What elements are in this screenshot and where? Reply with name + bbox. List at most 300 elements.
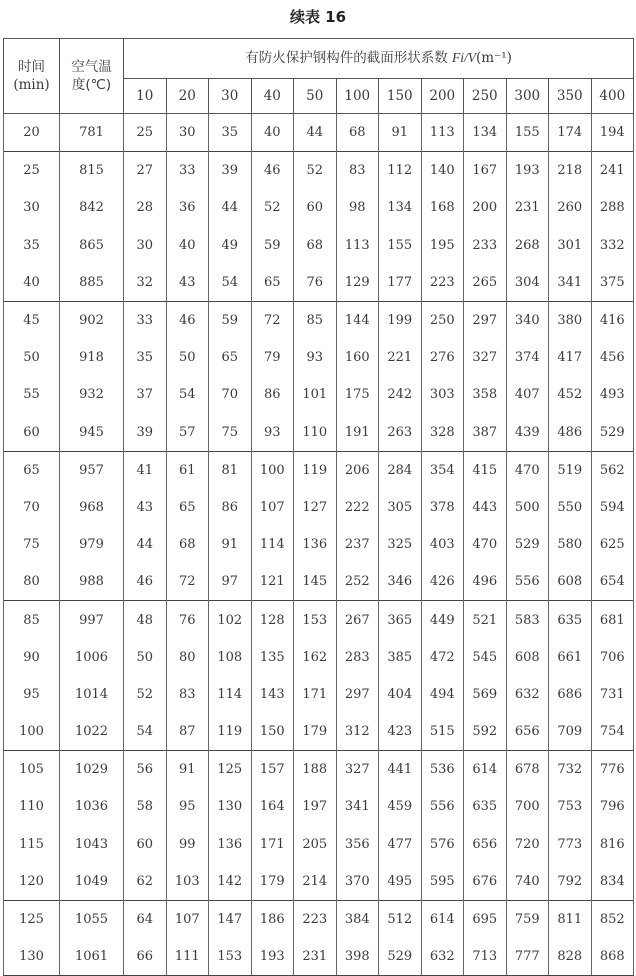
value-cell: 260: [549, 189, 592, 226]
value-cell: 223: [294, 900, 337, 938]
value-cell: 341: [549, 264, 592, 302]
table-row: [4, 751, 634, 789]
table-row: [4, 376, 634, 413]
value-cell: 569: [464, 676, 507, 713]
value-cell: 76: [166, 601, 209, 639]
value-cell: 242: [379, 376, 422, 413]
value-cell: 97: [209, 563, 252, 601]
value-cell: 167: [464, 152, 507, 190]
value-cell: 608: [549, 563, 592, 601]
time-cell: 115: [4, 826, 60, 863]
value-cell: 58: [124, 788, 167, 825]
value-cell: 59: [209, 301, 252, 339]
value-cell: 341: [336, 788, 379, 825]
value-cell: 130: [209, 788, 252, 825]
value-cell: 81: [209, 451, 252, 489]
value-cell: 33: [166, 152, 209, 190]
time-cell: 20: [4, 114, 60, 152]
header-temperature: [60, 39, 124, 114]
table-row: [4, 114, 634, 152]
value-cell: 576: [421, 826, 464, 863]
value-cell: 179: [294, 713, 337, 751]
value-cell: 387: [464, 414, 507, 452]
value-cell: 108: [209, 639, 252, 676]
table-row: [4, 601, 634, 639]
header-time-unit: (min): [13, 77, 50, 93]
value-cell: 44: [294, 114, 337, 152]
value-cell: 93: [251, 414, 294, 452]
value-cell: 214: [294, 863, 337, 901]
time-cell: 120: [4, 863, 60, 901]
temperature-cell: 957: [60, 451, 124, 489]
table-row: [4, 339, 634, 376]
table-row: [4, 938, 634, 976]
value-cell: 519: [549, 451, 592, 489]
value-cell: 57: [166, 414, 209, 452]
value-cell: 143: [251, 676, 294, 713]
table-row: [4, 414, 634, 452]
header-factor-cell: 300: [506, 78, 549, 113]
value-cell: 426: [421, 563, 464, 601]
value-cell: 661: [549, 639, 592, 676]
value-cell: 452: [549, 376, 592, 413]
value-cell: 265: [464, 264, 507, 302]
value-cell: 68: [166, 526, 209, 563]
header-factor-cell: 400: [591, 78, 634, 113]
value-cell: 595: [421, 863, 464, 901]
value-cell: 30: [124, 227, 167, 264]
table-row: [4, 227, 634, 264]
time-cell: 80: [4, 563, 60, 601]
value-cell: 304: [506, 264, 549, 302]
temperature-cell: 1029: [60, 751, 124, 789]
value-cell: 206: [336, 451, 379, 489]
value-cell: 91: [209, 526, 252, 563]
value-cell: 44: [209, 189, 252, 226]
value-cell: 191: [336, 414, 379, 452]
value-cell: 64: [124, 900, 167, 938]
value-cell: 72: [166, 563, 209, 601]
value-cell: 68: [336, 114, 379, 152]
value-cell: 113: [336, 227, 379, 264]
value-cell: 193: [251, 938, 294, 976]
value-cell: 121: [251, 563, 294, 601]
value-cell: 268: [506, 227, 549, 264]
table-row: [4, 639, 634, 676]
value-cell: 54: [124, 713, 167, 751]
value-cell: 614: [421, 900, 464, 938]
value-cell: 686: [549, 676, 592, 713]
value-cell: 459: [379, 788, 422, 825]
value-cell: 186: [251, 900, 294, 938]
value-cell: 153: [209, 938, 252, 976]
value-cell: 456: [591, 339, 634, 376]
value-cell: 706: [591, 639, 634, 676]
temperature-cell: 781: [60, 114, 124, 152]
temperature-cell: 988: [60, 563, 124, 601]
value-cell: 135: [251, 639, 294, 676]
value-cell: 477: [379, 826, 422, 863]
table-row: [4, 788, 634, 825]
value-cell: 828: [549, 938, 592, 976]
value-cell: 54: [209, 264, 252, 302]
value-cell: 72: [251, 301, 294, 339]
value-cell: 50: [166, 339, 209, 376]
value-cell: 312: [336, 713, 379, 751]
value-cell: 834: [591, 863, 634, 901]
value-cell: 676: [464, 863, 507, 901]
value-cell: 681: [591, 601, 634, 639]
table-row: [4, 863, 634, 901]
value-cell: 25: [124, 114, 167, 152]
time-cell: 100: [4, 713, 60, 751]
value-cell: 142: [209, 863, 252, 901]
value-cell: 325: [379, 526, 422, 563]
temperature-cell: 842: [60, 189, 124, 226]
value-cell: 635: [464, 788, 507, 825]
value-cell: 241: [591, 152, 634, 190]
time-cell: 40: [4, 264, 60, 302]
value-cell: 46: [124, 563, 167, 601]
table-row: [4, 676, 634, 713]
value-cell: 267: [336, 601, 379, 639]
value-cell: 93: [294, 339, 337, 376]
value-cell: 40: [251, 114, 294, 152]
table-row: [4, 264, 634, 302]
value-cell: 107: [166, 900, 209, 938]
value-cell: 678: [506, 751, 549, 789]
value-cell: 168: [421, 189, 464, 226]
header-factor-cell: 350: [549, 78, 592, 113]
value-cell: 472: [421, 639, 464, 676]
value-cell: 157: [251, 751, 294, 789]
value-cell: 150: [251, 713, 294, 751]
value-cell: 529: [591, 414, 634, 452]
value-cell: 237: [336, 526, 379, 563]
value-cell: 52: [124, 676, 167, 713]
temperature-cell: 1006: [60, 639, 124, 676]
value-cell: 515: [421, 713, 464, 751]
temperature-cell: 1014: [60, 676, 124, 713]
time-cell: 75: [4, 526, 60, 563]
value-cell: 416: [591, 301, 634, 339]
value-cell: 87: [166, 713, 209, 751]
value-cell: 199: [379, 301, 422, 339]
value-cell: 545: [464, 639, 507, 676]
time-cell: 55: [4, 376, 60, 413]
value-cell: 129: [336, 264, 379, 302]
value-cell: 222: [336, 489, 379, 526]
table-title: 续表 16: [289, 8, 347, 26]
value-cell: 792: [549, 863, 592, 901]
header-section-factor: [124, 39, 634, 79]
header-time-label: 时间: [18, 59, 45, 75]
value-cell: 415: [464, 451, 507, 489]
value-cell: 175: [336, 376, 379, 413]
time-cell: 60: [4, 414, 60, 452]
value-cell: 66: [124, 938, 167, 976]
value-cell: 796: [591, 788, 634, 825]
time-cell: 45: [4, 301, 60, 339]
value-cell: 113: [421, 114, 464, 152]
value-cell: 197: [294, 788, 337, 825]
value-cell: 250: [421, 301, 464, 339]
value-cell: 562: [591, 451, 634, 489]
header-factor-cell: 40: [251, 78, 294, 113]
value-cell: 398: [336, 938, 379, 976]
value-cell: 384: [336, 900, 379, 938]
value-cell: 550: [549, 489, 592, 526]
value-cell: 656: [464, 826, 507, 863]
value-cell: 155: [506, 114, 549, 152]
value-cell: 556: [421, 788, 464, 825]
value-cell: 76: [294, 264, 337, 302]
value-cell: 223: [421, 264, 464, 302]
value-cell: 625: [591, 526, 634, 563]
time-cell: 50: [4, 339, 60, 376]
time-cell: 95: [4, 676, 60, 713]
value-cell: 56: [124, 751, 167, 789]
value-cell: 114: [251, 526, 294, 563]
value-cell: 354: [421, 451, 464, 489]
value-cell: 656: [506, 713, 549, 751]
value-cell: 529: [506, 526, 549, 563]
header-temp-label: 空气温: [71, 59, 112, 75]
header-factor-cell: 50: [294, 78, 337, 113]
value-cell: 75: [209, 414, 252, 452]
value-cell: 162: [294, 639, 337, 676]
time-cell: 70: [4, 489, 60, 526]
table-row: [4, 713, 634, 751]
header-factor-cell: 20: [166, 78, 209, 113]
value-cell: 221: [379, 339, 422, 376]
value-cell: 356: [336, 826, 379, 863]
value-cell: 592: [464, 713, 507, 751]
value-cell: 608: [506, 639, 549, 676]
value-cell: 632: [506, 676, 549, 713]
value-cell: 65: [209, 339, 252, 376]
header-factor-cell: 250: [464, 78, 507, 113]
time-cell: 30: [4, 189, 60, 226]
value-cell: 297: [336, 676, 379, 713]
value-cell: 43: [124, 489, 167, 526]
temperature-cell: 997: [60, 601, 124, 639]
value-cell: 740: [506, 863, 549, 901]
value-cell: 632: [421, 938, 464, 976]
temperature-cell: 979: [60, 526, 124, 563]
value-cell: 385: [379, 639, 422, 676]
value-cell: 127: [294, 489, 337, 526]
data-table: [3, 38, 634, 976]
value-cell: 70: [209, 376, 252, 413]
time-cell: 110: [4, 788, 60, 825]
temperature-cell: 1036: [60, 788, 124, 825]
value-cell: 346: [379, 563, 422, 601]
value-cell: 709: [549, 713, 592, 751]
value-cell: 62: [124, 863, 167, 901]
value-cell: 49: [209, 227, 252, 264]
value-cell: 470: [506, 451, 549, 489]
time-cell: 130: [4, 938, 60, 976]
value-cell: 868: [591, 938, 634, 976]
value-cell: 83: [166, 676, 209, 713]
value-cell: 494: [421, 676, 464, 713]
value-cell: 171: [294, 676, 337, 713]
temperature-cell: 865: [60, 227, 124, 264]
time-cell: 25: [4, 152, 60, 190]
value-cell: 423: [379, 713, 422, 751]
header-factor-cell: 200: [421, 78, 464, 113]
temperature-cell: 1022: [60, 713, 124, 751]
value-cell: 732: [549, 751, 592, 789]
value-cell: 521: [464, 601, 507, 639]
table-row: [4, 301, 634, 339]
value-cell: 218: [549, 152, 592, 190]
value-cell: 44: [124, 526, 167, 563]
value-cell: 155: [379, 227, 422, 264]
value-cell: 327: [464, 339, 507, 376]
value-cell: 614: [464, 751, 507, 789]
table-body: [4, 114, 634, 976]
value-cell: 32: [124, 264, 167, 302]
temperature-cell: 932: [60, 376, 124, 413]
value-cell: 48: [124, 601, 167, 639]
value-cell: 54: [166, 376, 209, 413]
value-cell: 777: [506, 938, 549, 976]
table-row: [4, 152, 634, 190]
value-cell: 776: [591, 751, 634, 789]
header-section-factor-symbol: Fi/V: [452, 50, 477, 66]
value-cell: 99: [166, 826, 209, 863]
value-cell: 174: [549, 114, 592, 152]
value-cell: 50: [124, 639, 167, 676]
value-cell: 160: [336, 339, 379, 376]
value-cell: 695: [464, 900, 507, 938]
value-cell: 171: [251, 826, 294, 863]
value-cell: 654: [591, 563, 634, 601]
value-cell: 512: [379, 900, 422, 938]
value-cell: 140: [421, 152, 464, 190]
value-cell: 83: [336, 152, 379, 190]
value-cell: 33: [124, 301, 167, 339]
value-cell: 46: [251, 152, 294, 190]
time-cell: 105: [4, 751, 60, 789]
value-cell: 283: [336, 639, 379, 676]
value-cell: 80: [166, 639, 209, 676]
value-cell: 536: [421, 751, 464, 789]
value-cell: 153: [294, 601, 337, 639]
time-cell: 35: [4, 227, 60, 264]
value-cell: 102: [209, 601, 252, 639]
value-cell: 305: [379, 489, 422, 526]
temperature-cell: 885: [60, 264, 124, 302]
value-cell: 200: [464, 189, 507, 226]
table-row: [4, 900, 634, 938]
value-cell: 753: [549, 788, 592, 825]
value-cell: 60: [124, 826, 167, 863]
value-cell: 375: [591, 264, 634, 302]
header-factor-cell: 150: [379, 78, 422, 113]
value-cell: 46: [166, 301, 209, 339]
value-cell: 37: [124, 376, 167, 413]
temperature-cell: 968: [60, 489, 124, 526]
value-cell: 231: [294, 938, 337, 976]
value-cell: 188: [294, 751, 337, 789]
value-cell: 68: [294, 227, 337, 264]
value-cell: 60: [294, 189, 337, 226]
value-cell: 754: [591, 713, 634, 751]
value-cell: 303: [421, 376, 464, 413]
value-cell: 378: [421, 489, 464, 526]
value-cell: 404: [379, 676, 422, 713]
value-cell: 119: [209, 713, 252, 751]
header-factor-cell: 10: [124, 78, 167, 113]
time-cell: 125: [4, 900, 60, 938]
table-header: [4, 39, 634, 114]
value-cell: 195: [421, 227, 464, 264]
value-cell: 91: [166, 751, 209, 789]
value-cell: 340: [506, 301, 549, 339]
value-cell: 500: [506, 489, 549, 526]
value-cell: 107: [251, 489, 294, 526]
value-cell: 65: [251, 264, 294, 302]
value-cell: 327: [336, 751, 379, 789]
header-factor-cell: 100: [336, 78, 379, 113]
value-cell: 119: [294, 451, 337, 489]
value-cell: 486: [549, 414, 592, 452]
value-cell: 811: [549, 900, 592, 938]
value-cell: 594: [591, 489, 634, 526]
temperature-cell: 1055: [60, 900, 124, 938]
temperature-cell: 1049: [60, 863, 124, 901]
value-cell: 52: [251, 189, 294, 226]
value-cell: 529: [379, 938, 422, 976]
value-cell: 41: [124, 451, 167, 489]
value-cell: 164: [251, 788, 294, 825]
value-cell: 720: [506, 826, 549, 863]
value-cell: 98: [336, 189, 379, 226]
header-factor-cell: 30: [209, 78, 252, 113]
temperature-cell: 815: [60, 152, 124, 190]
value-cell: 380: [549, 301, 592, 339]
value-cell: 35: [209, 114, 252, 152]
value-cell: 580: [549, 526, 592, 563]
value-cell: 252: [336, 563, 379, 601]
value-cell: 556: [506, 563, 549, 601]
value-cell: 713: [464, 938, 507, 976]
value-cell: 30: [166, 114, 209, 152]
header-section-factor-unit: (m⁻¹): [476, 50, 512, 67]
table-row: [4, 189, 634, 226]
temperature-cell: 1043: [60, 826, 124, 863]
time-cell: 65: [4, 451, 60, 489]
value-cell: 358: [464, 376, 507, 413]
value-cell: 179: [251, 863, 294, 901]
value-cell: 700: [506, 788, 549, 825]
value-cell: 79: [251, 339, 294, 376]
time-cell: 85: [4, 601, 60, 639]
table-row: [4, 526, 634, 563]
value-cell: 816: [591, 826, 634, 863]
value-cell: 852: [591, 900, 634, 938]
value-cell: 128: [251, 601, 294, 639]
value-cell: 28: [124, 189, 167, 226]
value-cell: 114: [209, 676, 252, 713]
value-cell: 86: [251, 376, 294, 413]
time-cell: 90: [4, 639, 60, 676]
header-section-factor-label: 有防火保护钢构件的截面形状系数: [245, 50, 453, 67]
value-cell: 59: [251, 227, 294, 264]
